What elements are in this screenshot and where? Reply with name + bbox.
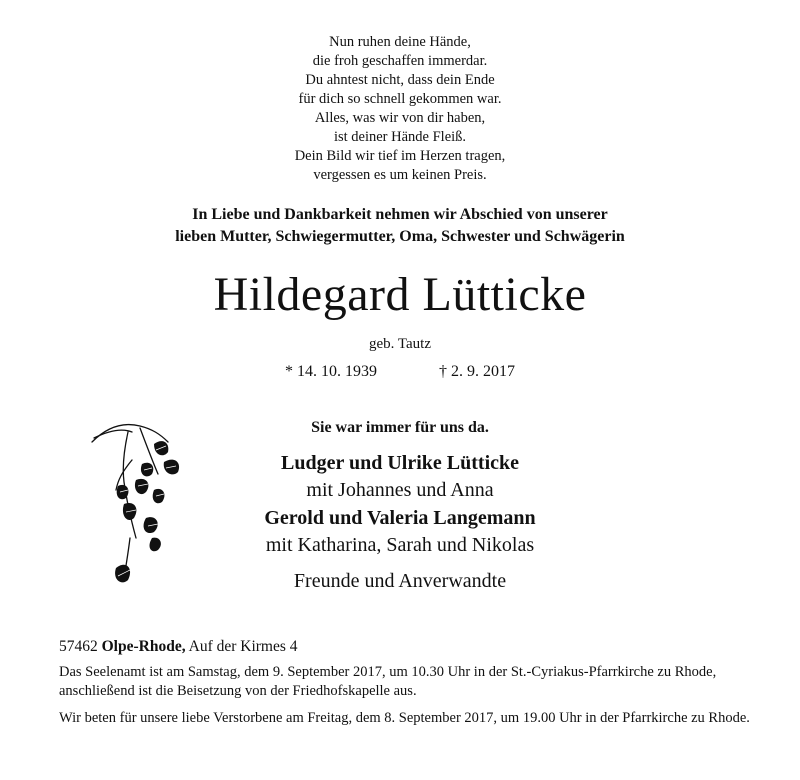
intro-line: lieben Mutter, Schwiegermutter, Oma, Schwester und Schwägerin	[175, 228, 625, 245]
poem	[0, 33, 800, 185]
poem-line: für dich so schnell gekommen war.	[298, 91, 502, 107]
poem-line: Dein Bild wir tief im Herzen tragen,	[294, 148, 506, 164]
prayer-info: Wir beten für unsere liebe Verstorbene am Freitag, dem 8. September 2017, um 19.00 Uhr in der Pfarrkirche zu Rhode.	[59, 710, 750, 726]
life-dates	[0, 361, 800, 383]
poem-line: Du ahntest nicht, dass dein Ende	[305, 72, 495, 88]
poem-line: ist deiner Hände Fleiß.	[333, 129, 467, 145]
intro-line: In Liebe und Dankbarkeit nehmen wir Abschied von unserer	[192, 206, 608, 223]
mourners	[0, 449, 800, 595]
address	[59, 637, 759, 657]
family-members: mit Katharina, Sarah und Nikolas	[265, 534, 535, 556]
farewell-intro	[0, 204, 800, 248]
poem-line: die froh geschaffen immerdar.	[312, 53, 488, 69]
street: Auf der Kirmes 4	[188, 638, 298, 655]
family-name: Ludger und Ulrike Lütticke	[281, 452, 519, 474]
city: Olpe-Rhode,	[101, 638, 186, 655]
zip-code: 57462	[59, 638, 98, 655]
family-members: mit Johannes und Anna	[306, 479, 494, 501]
birth-date: * 14. 10. 1939	[285, 363, 377, 380]
poem-line: Alles, was wir von dir haben,	[314, 110, 486, 126]
deceased-name: Hildegard Lütticke	[213, 268, 587, 321]
family-name: Gerold und Valeria Langemann	[264, 507, 536, 529]
friends-relatives: Freunde und Anverwandte	[293, 570, 507, 592]
birth-name: geb. Tautz	[369, 336, 431, 352]
poem-line: vergessen es um keinen Preis.	[313, 167, 487, 183]
death-date: † 2. 9. 2017	[439, 363, 515, 380]
poem-line: Nun ruhen deine Hände,	[329, 34, 471, 50]
closing-line: Sie war immer für uns da.	[311, 419, 489, 436]
requiem-info: Das Seelenamt ist am Samstag, dem 9. September 2017, um 10.30 Uhr in der St.-Cyriakus-Pfarrkirche zu Rhode, anschließend ist die Beisetzung von der Friedhofskapelle aus.	[59, 664, 717, 699]
